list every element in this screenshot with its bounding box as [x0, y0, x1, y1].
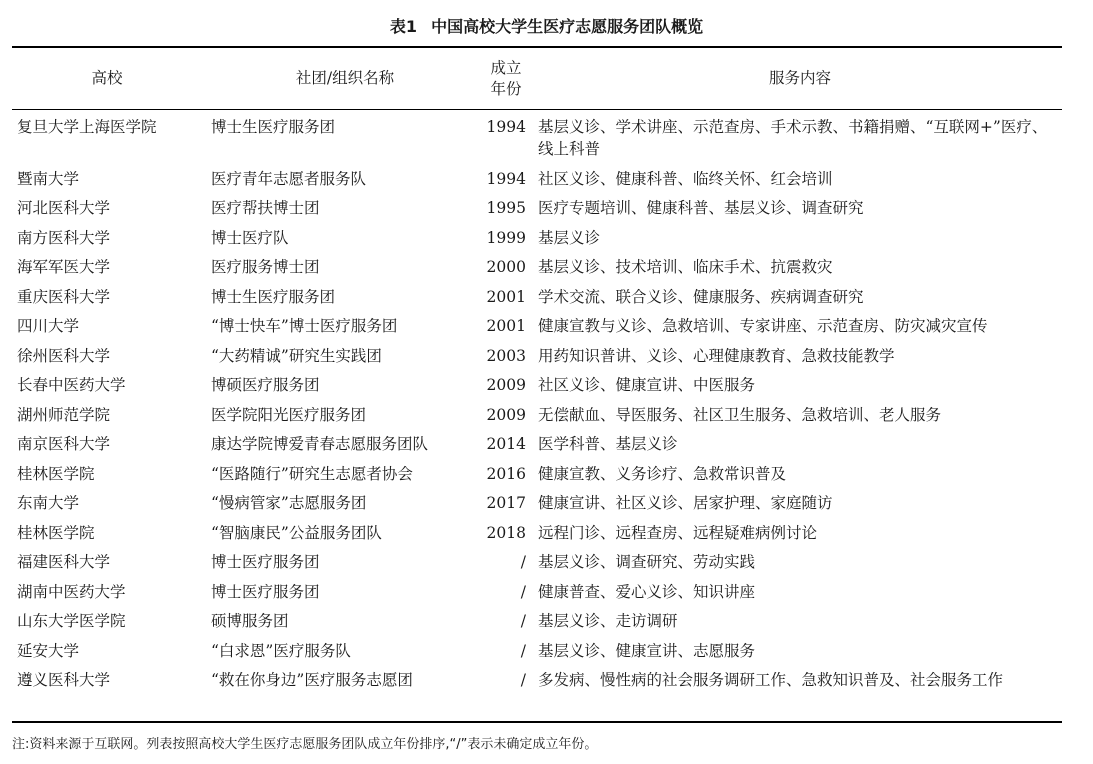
table-row	[0, 345, 1093, 375]
org-name-cell: “救在你身边”医疗服务志愿团	[211, 671, 413, 689]
service-content-cell: 基层义诊	[538, 228, 601, 247]
founded-year-cell: 2018	[486, 523, 526, 542]
header-school: 高校	[91, 69, 123, 87]
table-row	[0, 116, 1093, 168]
founded-year-cell: /	[520, 641, 526, 660]
org-name-cell: 博士医疗服务团	[211, 582, 320, 601]
table-row	[0, 286, 1093, 316]
table-row	[0, 463, 1093, 493]
org-name-cell: 康达学院博爱青春志愿服务团队	[211, 435, 429, 453]
service-content-cell: 健康宣教与义诊、急救培训、专家讲座、示范查房、防灾减灾宣传	[538, 317, 988, 335]
table-row	[0, 227, 1093, 257]
table-row	[0, 433, 1093, 463]
school-cell: 四川大学	[17, 317, 80, 335]
table-row	[0, 256, 1093, 286]
org-name-cell: “慢病管家”志愿服务团	[211, 494, 367, 512]
org-name-cell: 医疗服务博士团	[211, 258, 320, 276]
school-cell: 南方医科大学	[17, 228, 111, 247]
table-row	[0, 551, 1093, 581]
founded-year-cell: 2014	[486, 435, 526, 453]
table-body	[0, 116, 1093, 699]
table-row	[0, 374, 1093, 404]
org-name-cell: 博硕医疗服务团	[211, 376, 320, 394]
service-content-cell: 健康宣讲、社区义诊、居家护理、家庭随访	[538, 494, 833, 512]
school-cell: 暨南大学	[17, 169, 80, 188]
table-row	[0, 197, 1093, 227]
founded-year-cell: 2001	[486, 287, 526, 306]
founded-year-cell: 2016	[486, 464, 526, 483]
founded-year-cell: 2003	[486, 346, 526, 365]
table-number: 表1	[389, 17, 418, 36]
service-content-cell: 健康宣教、义务诊疗、急救常识普及	[538, 464, 787, 483]
header-founded-year: 成立 年份	[490, 59, 522, 98]
founded-year-cell: 2009	[486, 405, 526, 424]
table-row	[0, 610, 1093, 640]
header-service-content: 服务内容	[768, 69, 831, 87]
org-name-cell: “大药精诚”研究生实践团	[211, 346, 382, 365]
table-row	[0, 669, 1093, 699]
service-content-cell: 学术交流、联合义诊、健康服务、疾病调查研究	[538, 287, 864, 306]
founded-year-cell: /	[520, 553, 526, 571]
service-content-cell: 医疗专题培训、健康科普、基层义诊、调查研究	[538, 199, 864, 217]
service-content-cell: 用药知识普讲、义诊、心理健康教育、急救技能教学	[538, 346, 895, 365]
org-name-cell: 硕博服务团	[211, 612, 289, 630]
school-cell: 桂林医学院	[17, 523, 95, 542]
service-content-cell: 基层义诊、学术讲座、示范查房、手术示教、书籍捐赠、“互联网+”医疗、线上科普	[538, 118, 1048, 158]
service-content-cell: 医学科普、基层义诊	[538, 435, 678, 453]
org-name-cell: 医学院阳光医疗服务团	[211, 405, 367, 424]
founded-year-cell: 2001	[486, 317, 526, 335]
school-cell: 重庆医科大学	[17, 287, 111, 306]
school-cell: 长春中医药大学	[17, 376, 126, 394]
founded-year-cell: /	[520, 582, 526, 601]
table-title-text: 中国高校大学生医疗志愿服务团队概览	[431, 17, 704, 36]
bottom-rule	[12, 721, 1062, 723]
school-cell: 南京医科大学	[17, 435, 111, 453]
school-cell: 河北医科大学	[17, 199, 111, 217]
founded-year-cell: 1995	[486, 199, 526, 217]
service-content-cell: 多发病、慢性病的社会服务调研工作、急救知识普及、社会服务工作	[538, 671, 1004, 689]
service-content-cell: 基层义诊、技术培训、临床手术、抗震救灾	[538, 258, 833, 276]
founded-year-cell: /	[520, 612, 526, 630]
footnote: 注:资料来源于互联网。列表按照高校大学生医疗志愿服务团队成立年份排序,“/”表示未确定成立年份。	[12, 737, 598, 752]
service-content-cell: 社区义诊、健康宣讲、中医服务	[538, 376, 756, 394]
school-cell: 复旦大学上海医学院	[17, 118, 157, 136]
school-cell: 海军军医大学	[17, 258, 111, 276]
table-row	[0, 168, 1093, 198]
table-row	[0, 404, 1093, 434]
founded-year-cell: 2000	[486, 258, 526, 276]
org-name-cell: 博士生医疗服务团	[211, 287, 336, 306]
service-content-cell: 无偿献血、导医服务、社区卫生服务、急救培训、老人服务	[538, 405, 942, 424]
service-content-cell: 基层义诊、走访调研	[538, 612, 678, 630]
header-rule	[12, 109, 1062, 110]
org-name-cell: “白求恩”医疗服务队	[211, 641, 351, 660]
school-cell: 湖南中医药大学	[17, 582, 126, 601]
org-name-cell: 博士生医疗服务团	[211, 118, 336, 136]
org-name-cell: 博士医疗服务团	[211, 553, 320, 571]
header-org-name: 社团/组织名称	[295, 69, 395, 87]
org-name-cell: 医疗帮扶博士团	[211, 199, 320, 217]
table-row	[0, 315, 1093, 345]
school-cell: 徐州医科大学	[17, 346, 111, 365]
founded-year-cell: 1999	[486, 228, 526, 247]
founded-year-cell: 2017	[486, 494, 526, 512]
top-rule	[12, 46, 1062, 48]
school-cell: 山东大学医学院	[17, 612, 126, 630]
service-content-cell: 健康普查、爱心义诊、知识讲座	[538, 582, 756, 601]
founded-year-cell: 1994	[486, 169, 526, 188]
org-name-cell: “博士快车”博士医疗服务团	[211, 317, 398, 335]
school-cell: 桂林医学院	[17, 464, 95, 483]
org-name-cell: 医疗青年志愿者服务队	[211, 169, 367, 188]
service-content-cell: 基层义诊、调查研究、劳动实践	[538, 553, 756, 571]
school-cell: 东南大学	[17, 494, 80, 512]
service-content-cell: 基层义诊、健康宣讲、志愿服务	[538, 641, 756, 660]
school-cell: 延安大学	[17, 641, 80, 660]
school-cell: 福建医科大学	[17, 553, 111, 571]
table-title	[0, 14, 1093, 37]
org-name-cell: “医路随行”研究生志愿者协会	[211, 464, 413, 483]
service-content-cell: 远程门诊、远程查房、远程疑难病例讨论	[538, 523, 818, 542]
table-row	[0, 492, 1093, 522]
founded-year-cell: 1994	[486, 118, 526, 136]
service-content-cell: 社区义诊、健康科普、临终关怀、红会培训	[538, 169, 833, 188]
school-cell: 湖州师范学院	[17, 405, 111, 424]
table-row	[0, 522, 1093, 552]
table-row	[0, 581, 1093, 611]
org-name-cell: “智脑康民”公益服务团队	[211, 523, 382, 542]
org-name-cell: 博士医疗队	[211, 228, 289, 247]
table-row	[0, 640, 1093, 670]
founded-year-cell: /	[520, 671, 526, 689]
founded-year-cell: 2009	[486, 376, 526, 394]
school-cell: 遵义医科大学	[17, 671, 111, 689]
